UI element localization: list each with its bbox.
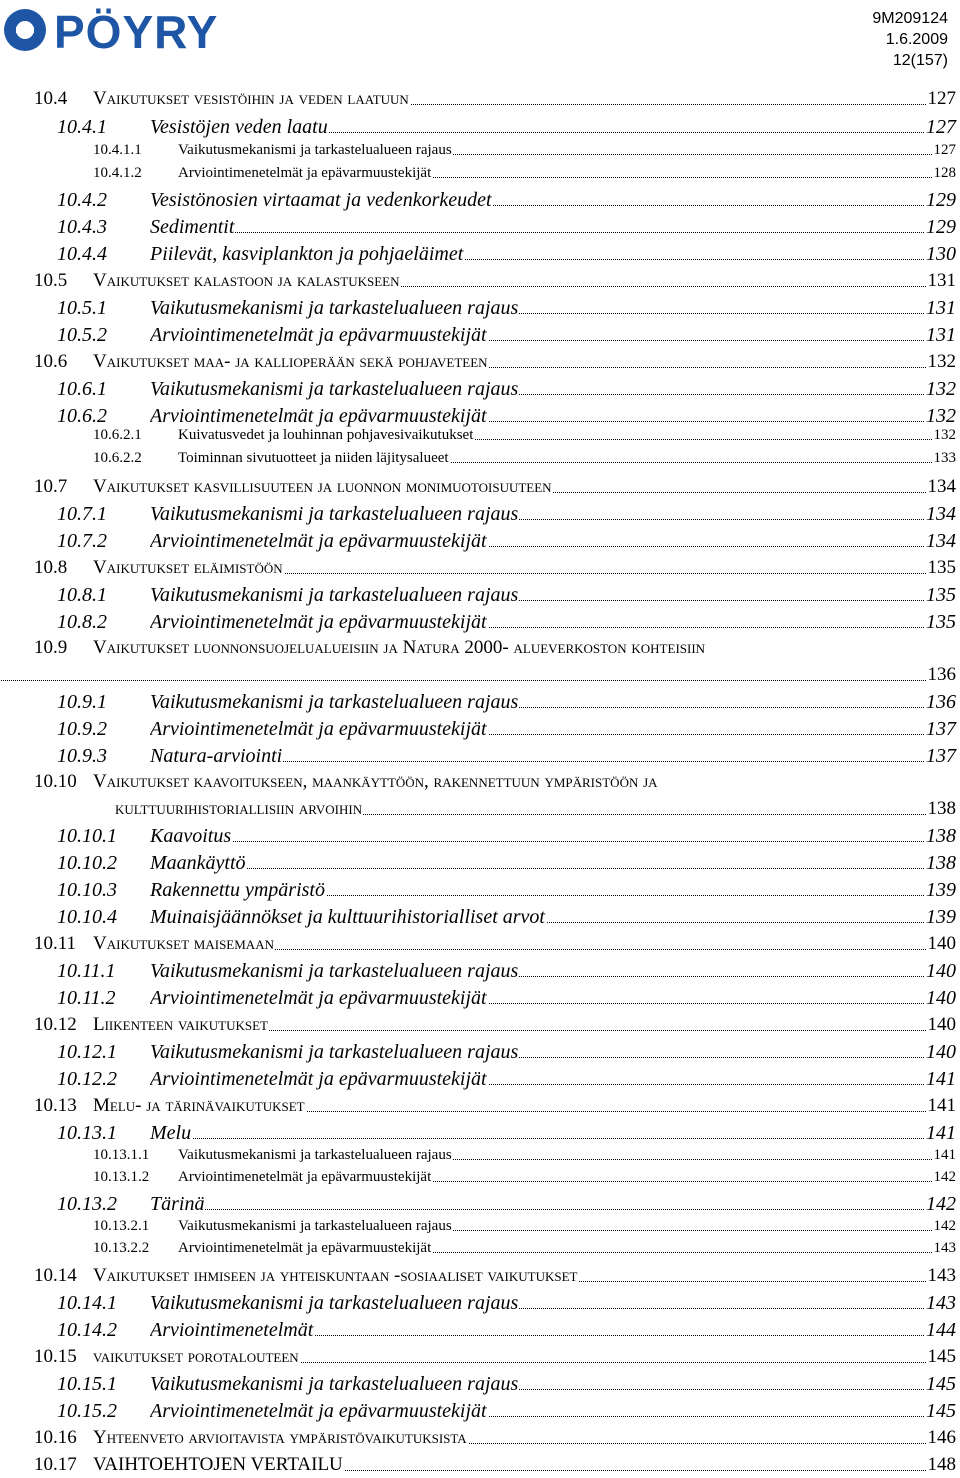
toc-entry-number: 10.17 [34, 1454, 77, 1475]
toc-entry-page: 138 [926, 852, 956, 874]
toc-entry-number: 10.12 [34, 1014, 77, 1035]
toc-entry-title-text: Sedimentit [150, 216, 235, 238]
toc-entry[interactable] [0, 165, 960, 189]
toc-entry-title [150, 324, 956, 347]
toc-entry-number: 10.13.2.1 [93, 1218, 150, 1234]
toc-entry-number: 10.8 [34, 557, 68, 578]
toc-entry-title [178, 165, 956, 182]
toc-entry-title [150, 745, 956, 768]
toc-entry[interactable] [0, 216, 960, 240]
page-header [0, 0, 960, 80]
toc-entry-title [150, 1373, 956, 1396]
toc-entry[interactable] [0, 718, 960, 742]
toc-entry-number: 10.6.2.2 [93, 450, 142, 466]
toc-entry-title-text: Arviointimenetelmät ja epävarmuustekijät [150, 1068, 487, 1090]
toc-entry[interactable] [0, 1265, 960, 1289]
toc-entry-page: 145 [926, 1373, 956, 1395]
dot-leader [150, 1138, 956, 1139]
toc-entry-title [93, 933, 956, 955]
toc-entry[interactable] [0, 1169, 960, 1193]
dot-leader [150, 232, 956, 233]
toc-entry-title-text: Vaikutusmekanismi ja tarkastelualueen rajaus [150, 584, 519, 606]
toc-entry-title-text: Vaikutukset maa- ja kallioperään sekä pohjaveteen [93, 351, 488, 372]
toc-entry-number: 10.7.2 [57, 530, 107, 552]
toc-entry-title-text: Arviointimenetelmät ja epävarmuustekijät [150, 405, 487, 427]
toc-entry[interactable] [0, 1218, 960, 1242]
toc-entry-title-text: Tärinä [150, 1193, 205, 1215]
toc-entry-title [150, 1068, 956, 1091]
toc-entry-page: 138 [926, 825, 956, 847]
toc-entry-page: 127 [926, 116, 956, 138]
toc-entry-title-text: Vaikutusmekanismi ja tarkastelualueen rajaus [178, 142, 452, 158]
toc-entry-number: 10.11 [34, 933, 77, 954]
toc-entry-page: 127 [933, 142, 956, 158]
toc-entry-number: 10.14.1 [57, 1292, 117, 1314]
toc-entry-number: 10.12.2 [57, 1068, 117, 1090]
toc-entry-title-text: Natura-arviointi [150, 745, 283, 767]
toc-entry-title-text: Vaikutusmekanismi ja tarkastelualueen rajaus [150, 1041, 519, 1063]
toc-entry-title-text: Arviointimenetelmät ja epävarmuustekijät [150, 611, 487, 633]
page-number: 12(157) [892, 52, 948, 69]
toc-entry-page: 143 [933, 1240, 956, 1256]
toc-entry-number: 10.4.4 [57, 243, 107, 265]
toc-entry[interactable] [0, 745, 960, 769]
toc-entry-title [150, 718, 956, 741]
toc-entry-title [150, 405, 956, 428]
dot-leader [150, 841, 956, 842]
toc-entry[interactable] [0, 351, 960, 375]
toc-entry[interactable] [0, 1346, 960, 1370]
toc-entry-number: 10.4.1.2 [93, 165, 142, 181]
toc-entry[interactable] [0, 1319, 960, 1343]
toc-entry[interactable] [0, 1373, 960, 1397]
toc-entry-page: 132 [927, 351, 956, 372]
toc-entry-title [150, 378, 956, 401]
toc-entry-title [150, 216, 956, 239]
toc-entry-page: 134 [926, 503, 956, 525]
toc-entry-title [93, 476, 956, 498]
toc-entry-title [178, 1147, 956, 1164]
toc-entry-title-text: Vaikutusmekanismi ja tarkastelualueen rajaus [150, 1373, 519, 1395]
toc-entry-number: 10.4.2 [57, 189, 107, 211]
toc-entry-page: 140 [927, 1014, 956, 1035]
toc-entry-title [150, 116, 956, 139]
toc-entry[interactable] [0, 1014, 960, 1038]
toc-entry[interactable] [0, 879, 960, 903]
toc-entry-number: 10.4.1.1 [93, 142, 142, 158]
toc-entry-page: 140 [926, 960, 956, 982]
toc-entry-number: 10.4.3 [57, 216, 107, 238]
toc-entry[interactable] [0, 116, 960, 140]
toc-entry-page: 132 [926, 405, 956, 427]
toc-entry-title [178, 427, 956, 444]
toc-entry-title [178, 1169, 956, 1186]
toc-entry-title [150, 584, 956, 607]
toc-entry-title-text: Yhteenveto arvioitavista ympäristövaikutuksista [93, 1427, 467, 1448]
toc-entry-page: 139 [926, 879, 956, 901]
toc-entry-title-text: Vesistöjen veden laatu [150, 116, 328, 138]
toc-entry-title-text: Vaikutusmekanismi ja tarkastelualueen rajaus [150, 1292, 519, 1314]
toc-entry-title-text: vaikutukset porotalouteen [93, 1346, 299, 1367]
toc-entry-page: 127 [927, 88, 956, 109]
toc-entry[interactable] [0, 378, 960, 402]
toc-entry-title-text: Vaikutusmekanismi ja tarkastelualueen rajaus [150, 960, 519, 982]
toc-entry[interactable] [0, 476, 960, 500]
toc-entry-title [178, 1218, 956, 1235]
toc-entry-title [93, 88, 956, 110]
dot-leader [150, 1209, 956, 1210]
toc-entry[interactable] [0, 503, 960, 527]
toc-entry-title-text: Vaikutukset luonnonsuojelualueisiin ja Natura 2000- alueverkoston kohteisiin [93, 637, 706, 658]
toc-entry-title-text: Arviointimenetelmät [150, 1319, 314, 1341]
toc-entry-title [93, 1346, 956, 1368]
toc-entry[interactable] [0, 611, 960, 635]
toc-entry-title [150, 189, 956, 212]
toc-entry-title-text: Vaikutukset kasvillisuuteen ja luonnon monimuotoisuuteen [93, 476, 552, 497]
toc-entry-number: 10.11.2 [57, 987, 116, 1009]
poyry-logo [2, 6, 262, 52]
toc-entry-title [150, 825, 956, 848]
toc-entry-number: 10.7.1 [57, 503, 107, 525]
toc-entry[interactable] [0, 1122, 960, 1146]
toc-entry-number: 10.15.2 [57, 1400, 117, 1422]
toc-entry-title-text: Vaikutusmekanismi ja tarkastelualueen rajaus [150, 691, 519, 713]
toc-entry-title-text: Arviointimenetelmät ja epävarmuustekijät [150, 324, 487, 346]
toc-entry-page: 135 [926, 584, 956, 606]
toc-entry-title-text: Vaikutukset kaavoitukseen, maankäyttöön, rakennettuun ympäristöön ja [93, 771, 658, 792]
toc-entry[interactable] [0, 1240, 960, 1264]
toc-entry[interactable] [0, 1292, 960, 1316]
toc-entry-title [93, 771, 956, 793]
toc-entry-title [178, 1240, 956, 1257]
toc-entry-title-text: Arviointimenetelmät ja epävarmuustekijät [150, 718, 487, 740]
toc-entry-page: 138 [927, 798, 956, 819]
toc-entry-title [93, 351, 956, 373]
toc-entry-title-text: Arviointimenetelmät ja epävarmuustekijät [150, 530, 487, 552]
toc-entry[interactable] [0, 270, 960, 294]
toc-entry[interactable] [0, 530, 960, 554]
toc-entry-page: 131 [926, 324, 956, 346]
document-date: 1.6.2009 [885, 31, 948, 48]
toc-entry-number: 10.9 [34, 637, 68, 658]
toc-entry-page: 140 [927, 933, 956, 954]
toc-entry-number: 10.10.4 [57, 906, 117, 928]
toc-entry-page: 144 [926, 1319, 956, 1341]
toc-entry-number: 10.13.2.2 [93, 1240, 150, 1256]
poyry-logo-icon [2, 6, 262, 52]
dot-leader [0, 680, 956, 681]
toc-entry-title-text: Vaikutusmekanismi ja tarkastelualueen rajaus [150, 503, 519, 525]
toc-entry-title-text: Vaikutukset eläimistöön [93, 557, 283, 578]
toc-entry[interactable] [0, 987, 960, 1011]
toc-entry-page: 142 [933, 1169, 956, 1185]
toc-entry[interactable] [0, 450, 960, 474]
toc-entry[interactable] [0, 771, 960, 795]
toc-entry-title [150, 879, 956, 902]
toc-entry-title-text: Vaikutusmekanismi ja tarkastelualueen rajaus [178, 1147, 452, 1163]
toc-entry[interactable] [0, 297, 960, 321]
toc-entry-number: 10.6.2.1 [93, 427, 142, 443]
toc-entry-page: 130 [926, 243, 956, 265]
toc-entry-title-text: Melu [150, 1122, 192, 1144]
toc-entry-number: 10.9.3 [57, 745, 107, 767]
toc-entry[interactable] [0, 88, 960, 112]
toc-entry-title-text: Vaikutusmekanismi ja tarkastelualueen rajaus [178, 1218, 452, 1234]
dot-leader [150, 868, 956, 869]
toc-entry-title-text: kulttuurihistoriallisiin arvoihin [115, 798, 363, 819]
document-id: 9M209124 [872, 10, 948, 27]
toc-entry-title [150, 1400, 956, 1423]
toc-entry[interactable] [0, 1454, 960, 1478]
toc-entry-number: 10.5.2 [57, 324, 107, 346]
toc-entry-title [93, 557, 956, 579]
toc-entry-title-text: Kaavoitus [150, 825, 232, 847]
toc-entry-title [93, 1095, 956, 1117]
toc-entry-number: 10.4 [34, 88, 68, 109]
toc-entry-title-text: Vaikutukset kalastoon ja kalastukseen [93, 270, 400, 291]
toc-entry-number: 10.8.2 [57, 611, 107, 633]
toc-entry-number: 10.10 [34, 771, 77, 792]
toc-entry-title-text: Arviointimenetelmät ja epävarmuustekijät [150, 987, 487, 1009]
toc-entry-title [150, 503, 956, 526]
toc-entry-page: 142 [926, 1193, 956, 1215]
document-info [872, 8, 948, 71]
toc-entry-title [93, 1265, 956, 1287]
toc-entry-page: 133 [933, 450, 956, 466]
toc-entry-title [93, 1427, 956, 1449]
toc-entry[interactable] [0, 637, 960, 661]
toc-entry-number: 10.9.1 [57, 691, 107, 713]
toc-entry-number: 10.15 [34, 1346, 77, 1367]
toc-entry-page: 145 [926, 1400, 956, 1422]
toc-entry-number: 10.5.1 [57, 297, 107, 319]
toc-entry[interactable] [0, 825, 960, 849]
toc-entry-title-text [0, 664, 1, 685]
toc-entry[interactable] [0, 1041, 960, 1065]
toc-entry-title-text: Piilevät, kasviplankton ja pohjaeläimet [150, 243, 464, 265]
toc-entry-page: 139 [926, 906, 956, 928]
toc-entry-title [150, 243, 956, 266]
toc-entry-number: 10.13 [34, 1095, 77, 1116]
toc-entry[interactable] [0, 405, 960, 429]
toc-entry-number: 10.7 [34, 476, 68, 497]
toc-entry-page: 132 [933, 427, 956, 443]
toc-entry-page: 134 [927, 476, 956, 497]
toc-entry-title-text: Toiminnan sivutuotteet ja niiden läjitysalueet [178, 450, 449, 466]
toc-entry-title-text: Arviointimenetelmät ja epävarmuustekijät [178, 165, 432, 181]
logo-text: PÖYRY [54, 6, 219, 52]
toc-entry[interactable] [0, 1400, 960, 1424]
toc-entry-title-text: Melu- ja tärinävaikutukset [93, 1095, 305, 1116]
toc-entry-title [150, 960, 956, 983]
toc-entry[interactable] [0, 798, 960, 822]
toc-entry[interactable] [0, 906, 960, 930]
toc-entry-number: 10.16 [34, 1427, 77, 1448]
toc-entry-number: 10.13.1.2 [93, 1169, 150, 1185]
toc-entry-title [178, 450, 956, 467]
toc-entry-title-text: Liikenteen vaikutukset [93, 1014, 268, 1035]
toc-entry-page: 134 [926, 530, 956, 552]
toc-entry-number: 10.10.3 [57, 879, 117, 901]
toc-entry[interactable] [0, 324, 960, 348]
toc-entry-title [115, 798, 956, 820]
toc-entry-page: 143 [926, 1292, 956, 1314]
toc-entry-number: 10.6.1 [57, 378, 107, 400]
toc-entry[interactable] [0, 142, 960, 166]
toc-entry-page: 131 [927, 270, 956, 291]
toc-entry-page: 143 [927, 1265, 956, 1286]
toc-entry-number: 10.13.1.1 [93, 1147, 150, 1163]
toc-entry[interactable] [0, 852, 960, 876]
toc-entry[interactable] [0, 664, 960, 688]
toc-entry-page: 140 [926, 987, 956, 1009]
toc-entry-page: 137 [926, 745, 956, 767]
toc-entry-page: 137 [926, 718, 956, 740]
toc-entry[interactable] [0, 584, 960, 608]
toc-entry-page: 136 [927, 664, 956, 685]
toc-entry-number: 10.6 [34, 351, 68, 372]
toc-entry-title [93, 1454, 956, 1476]
toc-entry-title [93, 270, 956, 292]
toc-entry-title-text: Arviointimenetelmät ja epävarmuustekijät [178, 1169, 432, 1185]
toc-entry[interactable] [0, 1147, 960, 1171]
toc-entry-title [150, 530, 956, 553]
toc-entry-title-text: Kuivatusvedet ja louhinnan pohjavesivaikutukset [178, 427, 474, 443]
toc-entry-number: 10.14.2 [57, 1319, 117, 1341]
toc-entry-title-text: Vesistönosien virtaamat ja vedenkorkeudet [150, 189, 492, 211]
toc-entry-number: 10.9.2 [57, 718, 107, 740]
toc-entry-number: 10.12.1 [57, 1041, 117, 1063]
toc-entry-title [150, 691, 956, 714]
toc-entry-title-text: Vaikutusmekanismi ja tarkastelualueen rajaus [150, 378, 519, 400]
toc-entry-title [150, 1319, 956, 1342]
toc-entry-title [178, 142, 956, 159]
toc-entry-page: 141 [926, 1122, 956, 1144]
toc-entry-page: 148 [927, 1454, 956, 1475]
toc-entry-number: 10.4.1 [57, 116, 107, 138]
toc-entry-title-text: Muinaisjäännökset ja kulttuurihistorialliset arvot [150, 906, 545, 928]
toc-entry-title [150, 1122, 956, 1145]
toc-entry-title-text: Vaikutukset vesistöihin ja veden laatuun [93, 88, 409, 109]
toc-entry[interactable] [0, 691, 960, 715]
toc-entry-title [150, 906, 956, 929]
toc-entry-number: 10.13.1 [57, 1122, 117, 1144]
toc-entry-title-text: Vaikutukset maisemaan [93, 933, 274, 954]
toc-entry-title [150, 611, 956, 634]
toc-entry-title-text: Arviointimenetelmät ja epävarmuustekijät [178, 1240, 432, 1256]
toc-entry-title [0, 664, 956, 686]
toc-entry-title-text: Vaikutusmekanismi ja tarkastelualueen rajaus [150, 297, 519, 319]
toc-entry-page: 140 [926, 1041, 956, 1063]
toc-entry-title-text: Rakennettu ympäristö [150, 879, 325, 901]
toc-entry[interactable] [0, 933, 960, 957]
toc-entry-title [150, 1292, 956, 1315]
toc-entry-page: 136 [926, 691, 956, 713]
toc-entry-page: 131 [926, 297, 956, 319]
toc-entry[interactable] [0, 243, 960, 267]
toc-entry-page: 132 [926, 378, 956, 400]
toc-entry-page: 128 [933, 165, 956, 181]
toc-entry-title-text: Vaikutukset ihmiseen ja yhteiskuntaan -sosiaaliset vaikutukset [93, 1265, 578, 1286]
toc-entry-title [150, 852, 956, 875]
toc-entry[interactable] [0, 1068, 960, 1092]
toc-entry-page: 141 [933, 1147, 956, 1163]
toc-entry-title-text: VAIHTOEHTOJEN VERTAILU [93, 1454, 343, 1475]
toc-entry-page: 129 [926, 189, 956, 211]
toc-entry-page: 142 [933, 1218, 956, 1234]
toc-entry-number: 10.8.1 [57, 584, 107, 606]
toc-entry-title [150, 297, 956, 320]
toc-entry-page: 146 [927, 1427, 956, 1448]
toc-entry-page: 135 [926, 611, 956, 633]
toc-entry[interactable] [0, 427, 960, 451]
toc-entry-title [93, 1014, 956, 1036]
toc-entry[interactable] [0, 557, 960, 581]
toc-entry-title [150, 1041, 956, 1064]
toc-entry-number: 10.10.2 [57, 852, 117, 874]
toc-entry-page: 129 [926, 216, 956, 238]
toc-entry-page: 141 [927, 1095, 956, 1116]
toc-entry-number: 10.13.2 [57, 1193, 117, 1215]
toc-entry-number: 10.6.2 [57, 405, 107, 427]
toc-entry-number: 10.14 [34, 1265, 77, 1286]
toc-entry-number: 10.10.1 [57, 825, 117, 847]
toc-entry-page: 135 [927, 557, 956, 578]
toc-entry-number: 10.5 [34, 270, 68, 291]
toc-entry-number: 10.15.1 [57, 1373, 117, 1395]
toc-entry[interactable] [0, 189, 960, 213]
toc-entry[interactable] [0, 1427, 960, 1451]
toc-entry[interactable] [0, 1095, 960, 1119]
toc-entry-title [93, 637, 956, 659]
toc-entry-title-text: Maankäyttö [150, 852, 246, 874]
toc-entry-title [150, 987, 956, 1010]
toc-entry-title-text: Arviointimenetelmät ja epävarmuustekijät [150, 1400, 487, 1422]
toc-entry-page: 141 [926, 1068, 956, 1090]
toc-entry-number: 10.11.1 [57, 960, 116, 982]
toc-entry-page: 145 [927, 1346, 956, 1367]
toc-entry-title [150, 1193, 956, 1216]
toc-entry[interactable] [0, 1193, 960, 1217]
toc-entry[interactable] [0, 960, 960, 984]
